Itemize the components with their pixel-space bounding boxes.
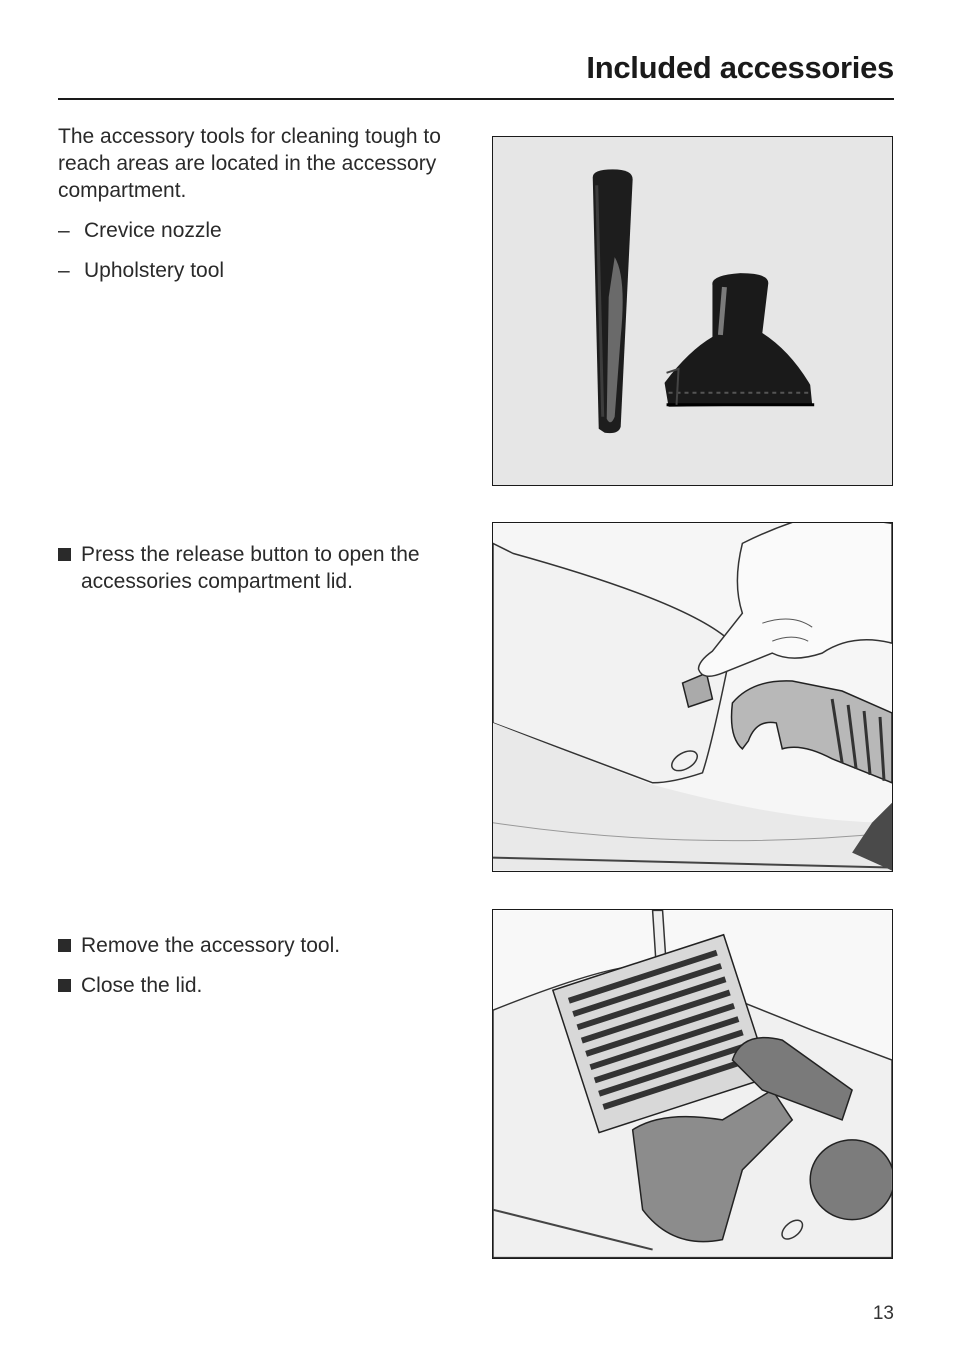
step-text: Close the lid. bbox=[81, 974, 203, 997]
step-text: Press the release button to open the accessories compartment lid. bbox=[81, 543, 420, 593]
list-item bbox=[58, 217, 468, 244]
step-item bbox=[58, 541, 468, 595]
figure-release-button bbox=[492, 522, 893, 872]
release-button-illustration bbox=[493, 523, 892, 871]
list-item-text: Upholstery tool bbox=[84, 259, 225, 282]
accessory-tools-illustration bbox=[493, 137, 892, 485]
section-accessories-list bbox=[58, 123, 468, 297]
list-item-text: Crevice nozzle bbox=[84, 219, 222, 242]
page-number: 13 bbox=[872, 1303, 894, 1324]
step-item bbox=[58, 932, 468, 959]
dash-marker: – bbox=[58, 219, 70, 242]
section-remove-tool bbox=[58, 932, 468, 1012]
square-bullet-icon bbox=[58, 939, 71, 952]
dash-marker: – bbox=[58, 259, 70, 282]
square-bullet-icon bbox=[58, 979, 71, 992]
figure-open-compartment bbox=[492, 909, 893, 1259]
list-item bbox=[58, 257, 468, 284]
square-bullet-icon bbox=[58, 548, 71, 561]
open-compartment-illustration bbox=[493, 910, 892, 1258]
section-open-lid bbox=[58, 541, 468, 608]
figure-accessory-tools bbox=[492, 136, 893, 486]
title-rule bbox=[58, 98, 894, 100]
page-title: Included accessories bbox=[586, 50, 894, 85]
step-text: Remove the accessory tool. bbox=[81, 934, 341, 957]
step-item bbox=[58, 972, 468, 999]
intro-paragraph: The accessory tools for cleaning tough to reach areas are located in the accessory compartment. bbox=[58, 125, 441, 202]
